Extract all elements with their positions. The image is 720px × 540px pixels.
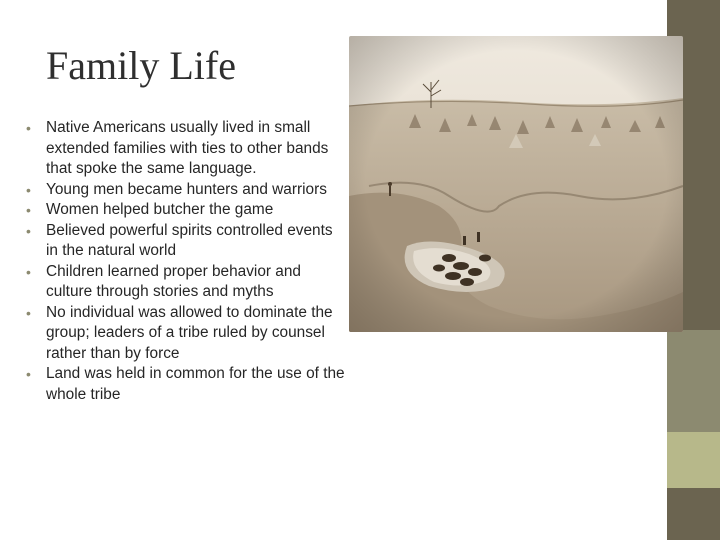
bullet-icon: • — [26, 120, 31, 136]
bullet-item — [26, 303, 346, 365]
bullet-item — [26, 221, 346, 262]
sidebar-band — [667, 488, 720, 540]
bullet-item — [26, 200, 346, 221]
bullet-text: Children learned proper behavior and culture through stories and myths — [46, 262, 301, 300]
bullet-text: Women helped butcher the game — [46, 201, 274, 218]
bullet-text: Believed powerful spirits controlled events in the natural world — [46, 221, 333, 259]
bullet-icon: • — [26, 202, 31, 218]
bullet-text: Young men became hunters and warriors — [46, 180, 327, 198]
bullet-icon: • — [26, 222, 31, 239]
bullet-item — [26, 118, 346, 180]
bullet-icon: • — [26, 366, 31, 382]
camp-photo — [349, 36, 683, 332]
bullet-item — [26, 262, 346, 303]
bullet-item — [26, 364, 346, 405]
slide-title: Family Life — [46, 43, 236, 88]
bullet-item — [26, 180, 346, 201]
bullet-icon: • — [26, 263, 31, 280]
sidebar-band — [667, 432, 720, 488]
bullet-text: No individual was allowed to dominate the group; leaders of a tribe ruled by counsel rather than by force — [46, 303, 333, 362]
bullet-icon: • — [26, 181, 31, 198]
bullet-icon: • — [26, 304, 31, 321]
camp-photo-illustration — [349, 36, 683, 332]
bullet-text: Native Americans usually lived in small extended families with ties to other bands that spoke the same language. — [46, 119, 329, 177]
sidebar-band — [667, 330, 720, 432]
bullet-list — [26, 118, 346, 405]
bullet-text: Land was held in common for the use of the whole tribe — [46, 365, 345, 403]
